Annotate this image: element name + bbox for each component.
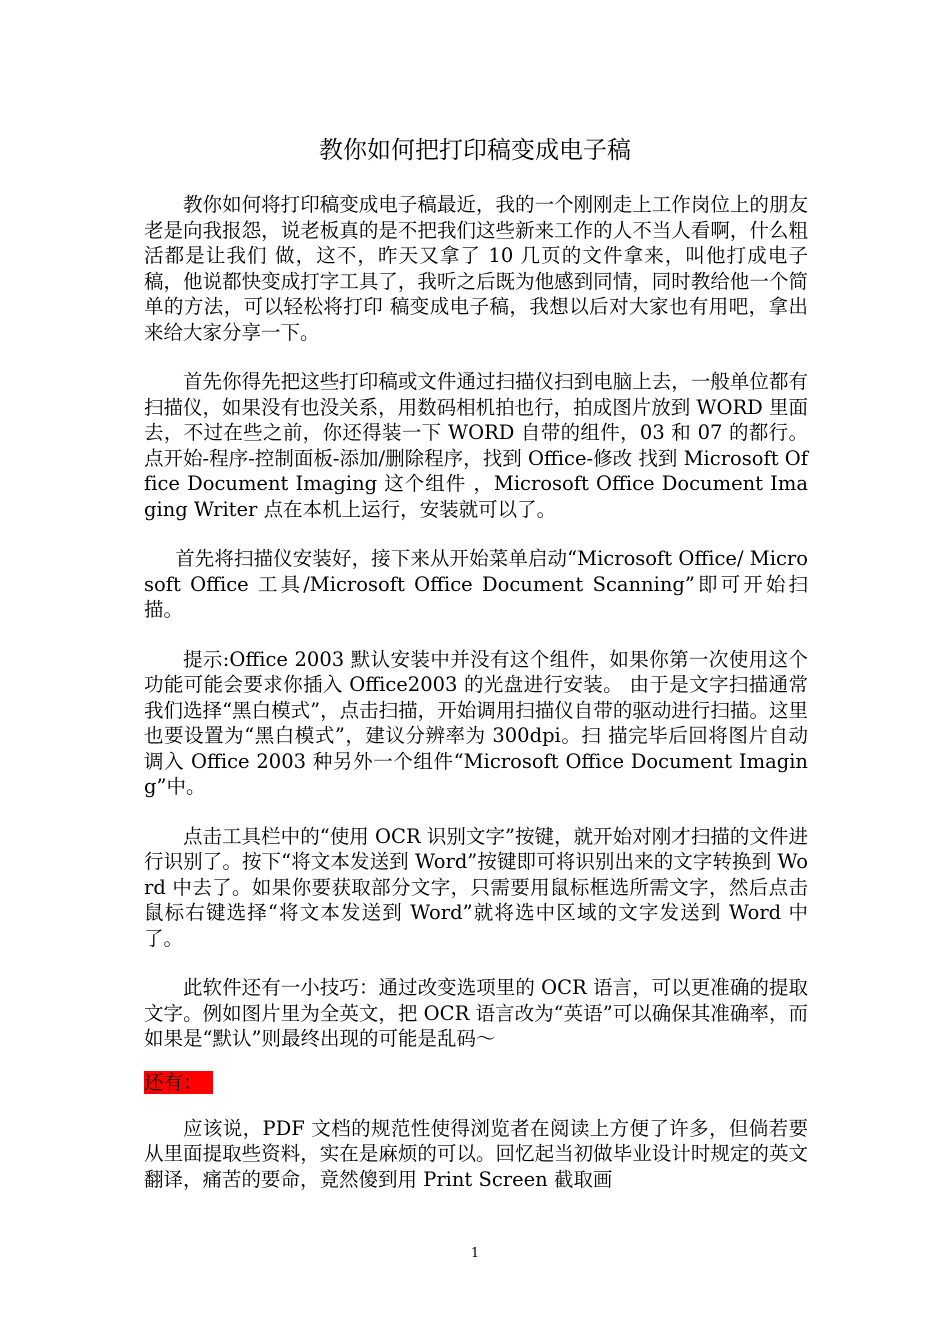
- paragraph-tip: 提示:Office 2003 默认安装中并没有这个组件，如果你第一次使用这个功能可能会要求你插入 Office2003 的光盘进行安装。 由于是文字扫描通常我们选择“黑白模式”，点击扫描，开始调用扫描仪自带的驱动进行扫描。这里也要设置为“黑白模式”，建议分辨率为 300dpi。扫 描完毕后回将图片自动调入 Office 2003 种另外一个组件“Microsoft Office Document Imaging”中。: [144, 647, 808, 798]
- paragraph-pdf: 应该说，PDF 文档的规范性使得浏览者在阅读上方便了许多，但倘若要从里面提取些资料，实在是麻烦的可以。回忆起当初做毕业设计时规定的英文翻译，痛苦的要命，竟然傻到用 Print Screen 截取画: [144, 1116, 808, 1191]
- page-number: 1: [470, 1246, 480, 1261]
- paragraph-ocr-language-tip: 此软件还有一小技巧：通过改变选项里的 OCR 语言，可以更准确的提取文字。例如图片里为全英文，把 OCR 语言改为“英语”可以确保其准确率，而如果是“默认”则最终出现的可能是乱码～: [144, 976, 808, 1050]
- paragraph-intro: 教你如何将打印稿变成电子稿最近，我的一个刚刚走上工作岗位上的朋友老是向我报怨，说老板真的是不把我们这些新来工作的人不当人看啊，什么粗活都是让我们 做，这不，昨天又拿了 10 几页的文件拿来，叫他打成电子稿，他说都快变成打字工具了，我听之后既为他感到同情，同时教给他一个简单的方法，可以轻松将打印 稿变成电子稿，我想以后对大家也有用吧，拿出来给大家分享一下。: [144, 193, 808, 344]
- paragraph-install-component: 首先你得先把这些打印稿或文件通过扫描仪扫到电脑上去，一般单位都有扫描仪，如果没有也没关系，用数码相机拍也行，拍成图片放到 WORD 里面去，不过在些之前，你还得装一下 WORD 自带的组件，03 和 07 的都行。点开始-程序-控制面板-添加/删除程序，找到 Office-修改 找到 Microsoft Office Document Imaging 这个组件 ，Microsoft Office Document Imaging Writer 点在本机上运行，安装就可以了。: [144, 370, 808, 521]
- paragraph-ocr-recognition: 点击工具栏中的“使用 OCR 识别文字”按键，就开始对刚才扫描的文件进行识别了。按下“将文本发送到 Word”按键即可将识别出来的文字转换到 Word 中去了。如果你要获取部分文字，只需要用鼠标框选所需文字，然后点击鼠标右键选择“将文本发送到 Word”就将选中区域的文字发送到 Word 中 了。: [144, 824, 808, 950]
- document-title: 教你如何把打印稿变成电子稿: [319, 136, 631, 164]
- highlight-label-line: [144, 1070, 808, 1096]
- paragraph-start-scanning: 首先将扫描仪安装好，接下来从开始菜单启动“Microsoft Office/ Microsoft Office 工具/Microsoft Office Document Scanning”即可开始扫描。: [144, 547, 808, 621]
- document-body: [144, 192, 808, 1216]
- highlighted-label: 还有：: [144, 1071, 213, 1094]
